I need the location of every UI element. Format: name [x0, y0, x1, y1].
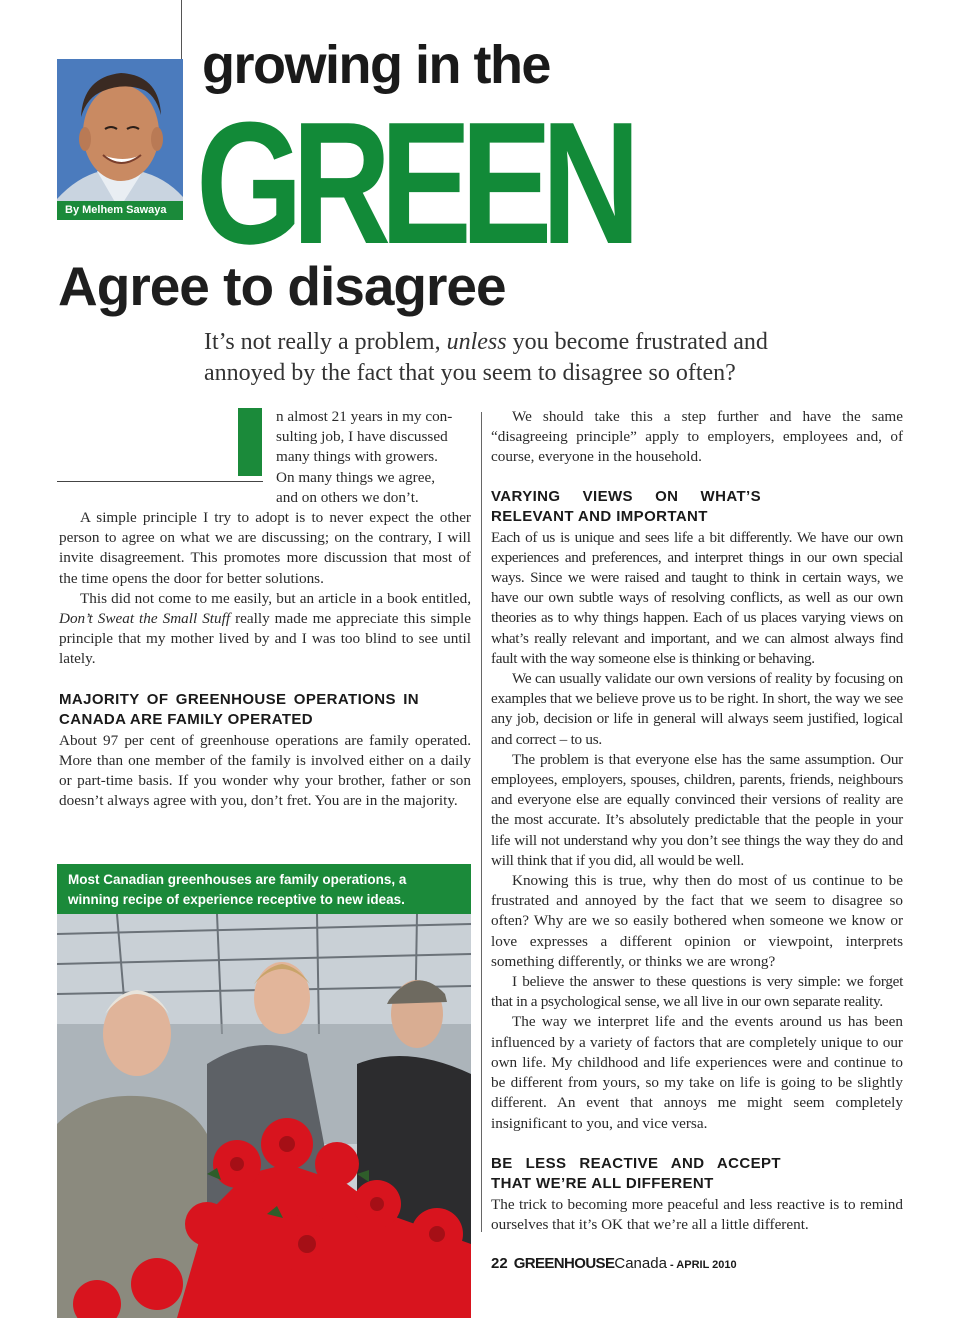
magazine-brand-regular: Canada	[614, 1255, 667, 1272]
issue-date: - APRIL 2010	[666, 1259, 737, 1271]
paragraph: The way we interpret life and the events around us has been influenced by a variety of factors that are completely unique to our own life. My childhood and life experiences were and continue to be different from yours, so my take on life is going to be slightly different. An event that annoys me might seem completely insignificant to you, and vice versa.	[491, 1013, 903, 1132]
intro-line: n almost 21 years in my con-	[276, 408, 453, 425]
paragraph-text: This did not come to me easily, but an article in a book entitled,	[80, 589, 471, 607]
subhead-varying-views: VARYING VIEWS ON WHAT’S RELEVANT AND IMPORTANT	[491, 487, 761, 526]
deck-text-start: It’s not really a problem,	[204, 329, 447, 355]
column-divider	[481, 412, 482, 1232]
intro-line: many things with growers.	[276, 448, 438, 466]
paragraph: We should take this a step further and have the same “disagreeing principle” apply to employers, employees and, of course, everyone in the household.	[491, 408, 903, 466]
paragraph-text: really made me appreciate this simple principle that my mother lived by and I was too blind to see until lately.	[59, 610, 471, 668]
author-portrait	[57, 59, 183, 220]
left-column-text	[59, 508, 471, 811]
greenhouse-photo	[57, 914, 471, 1318]
author-byline: By Melhem Sawaya	[57, 201, 183, 220]
intro-line: On many things we agree,	[276, 468, 436, 486]
header-rule	[181, 0, 182, 60]
deck-text-end: you become frustrated and annoyed by the fact that you seem to disagree so often?	[204, 329, 768, 386]
paragraph: We can usually validate our own versions of reality by focusing on examples that we believe prove us to be right. In short, the way we see any job, decision or life in general will always seem justified, logical and correct – to us.	[491, 670, 903, 748]
article-deck	[204, 327, 854, 389]
intro-line: and on others we don’t.	[276, 488, 419, 506]
column-kicker: growing in the	[202, 35, 550, 95]
intro-lines	[276, 407, 471, 508]
paragraph: Each of us is unique and sees life a bit differently. We have our own experiences and preferences, and interpret things in our own special ways. Since we were raised and taught to think in certain ways, we have our own subtle ways of resolving conflicts, as well as our own theories as to why things happen. Each of us places varying views on what’s really relevant and important, and we can almost always find fault with the way someone else is thinking or behaving.	[491, 528, 903, 667]
page-number: 22	[491, 1255, 508, 1272]
right-column-text	[491, 407, 903, 1235]
paragraph: A simple principle I try to adopt is to never expect the other person to agree on what we are discussing; on the contrary, I will invite disagreement. This promotes more discussion that most of the time opens the door for better solutions.	[59, 509, 471, 587]
paragraph	[59, 589, 471, 670]
page-footer	[491, 1254, 737, 1275]
drop-cap	[238, 408, 262, 476]
greenhouse-family-photo-icon	[57, 914, 471, 1318]
paragraph: Knowing this is true, why then do most of us continue to be frustrated and annoyed by the fact that we seem to disagree so often? Why are we so easily bothered when someone we know or love expresses a different opinion or viewpoint, interprets something differently, or thinks we are wrong?	[491, 872, 903, 970]
column-name: GREEN	[196, 85, 630, 280]
subhead-be-less-reactive: BE LESS REACTIVE AND ACCEPT THAT WE’RE ALL DIFFERENT	[491, 1154, 781, 1193]
book-title: Don’t Sweat the Small Stuff	[59, 610, 231, 628]
paragraph: About 97 per cent of greenhouse operations are family operated. More than one member of the family is involved either on a daily or part-time basis. If you wonder why your brother, father or son doesn’t always agree with you, don’t fret. You are in the majority.	[59, 731, 471, 810]
subhead-family-operated: MAJORITY OF GREENHOUSE OPERATIONS IN CANADA ARE FAMILY OPERATED	[59, 690, 419, 729]
intro-line: sulting job, I have discussed	[276, 428, 448, 446]
drop-cap-rule	[57, 481, 263, 482]
magazine-brand-bold: GREENHOUSE	[513, 1255, 615, 1272]
article-headline: Agree to disagree	[58, 255, 506, 317]
paragraph: The problem is that everyone else has the same assumption. Our employees, employers, spouses, children, parents, friends, neighbours and everyone else are equally convinced their versions of reality are the most accurate. It’s absolutely predictable that the people in your life will not understand why you don’t see things the way they do and will think that if you did, all would be well.	[491, 750, 903, 869]
author-photo-icon	[57, 59, 183, 220]
paragraph: The trick to becoming more peaceful and less reactive is to remind ourselves that it’s OK that we’re all a little different.	[491, 1195, 903, 1233]
photo-caption: Most Canadian greenhouses are family operations, a winning recipe of experience receptive to new ideas.	[57, 864, 471, 914]
paragraph: I believe the answer to these questions is very simple: we forget that in a psychological sense, we all live in our own separate reality.	[491, 973, 903, 1011]
deck-emphasis: unless	[446, 329, 507, 355]
